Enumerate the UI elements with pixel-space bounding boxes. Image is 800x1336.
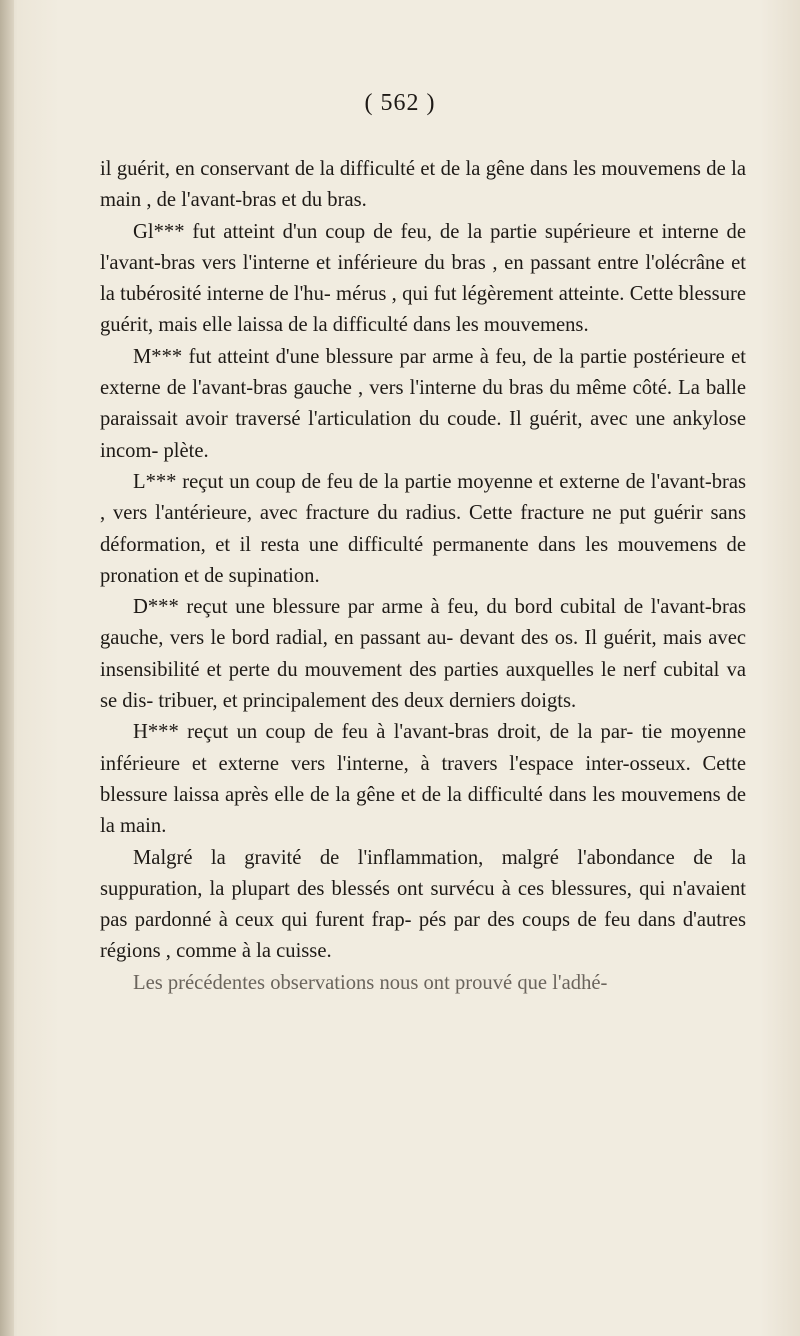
paragraph-case-gl: Gl*** fut atteint d'un coup de feu, de la partie supérieure et interne de l'avant-bras vers l'interne et inférieure du bras , en passant entre l'olécrâne et la tubérosité interne de l'hu- mérus , qui fut légèrement atteinte. Cette blessure guérit, mais elle laissa de la difficulté dans les mouvemens. xyxy=(100,220,746,337)
paragraph-case-m: M*** fut atteint d'une blessure par arme à feu, de la partie postérieure et externe de l'avant-bras gauche , vers l'interne du bras du même côté. La balle paraissait avoir traversé l'articulation du coude. Il guérit, avec une ankylose incom- plète. xyxy=(100,345,746,462)
paragraph-case-h: H*** reçut un coup de feu à l'avant-bras droit, de la par- tie moyenne inférieure et externe vers l'interne, à travers l'espace inter-osseux. Cette blessure laissa après elle de la gêne et de la difficulté dans les mouvemens de la main. xyxy=(100,721,746,838)
paragraph-case-d: D*** reçut une blessure par arme à feu, du bord cubital de l'avant-bras gauche, vers le bord radial, en passant au- devant des os. Il guérit, mais avec insensibilité et perte du mouvement des parties auxquelles le nerf cubital va se dis- tribuer, et principalement des deux derniers doigts. xyxy=(100,596,746,713)
paragraph-case-l: L*** reçut un coup de feu de la partie moyenne et externe de l'avant-bras , vers l'antérieure, avec fracture du radius. Cette fracture ne put guérir sans déformation, et il resta une difficulté permanente dans les mouvemens de pronation et de supination. xyxy=(100,470,746,587)
paragraph-final: Les précédentes observations nous ont prouvé que l'adhé- xyxy=(133,971,608,994)
paragraph-continuation: il guérit, en conservant de la difficulté et de la gêne dans les mouvemens de la main , de l'avant-bras et du bras. xyxy=(100,158,746,212)
paragraph-summary: Malgré la gravité de l'inflammation, malgré l'abondance de la suppuration, la plupart des blessés ont survécu à ces blessures, qui n'avaient pas pardonné à ceux qui furent frap- pés par des coups de feu dans d'autres régions , comme à la cuisse. xyxy=(100,846,746,963)
body-text xyxy=(100,154,746,999)
page-binding-edge xyxy=(0,0,14,1336)
page-number: ( 562 ) xyxy=(364,90,436,116)
